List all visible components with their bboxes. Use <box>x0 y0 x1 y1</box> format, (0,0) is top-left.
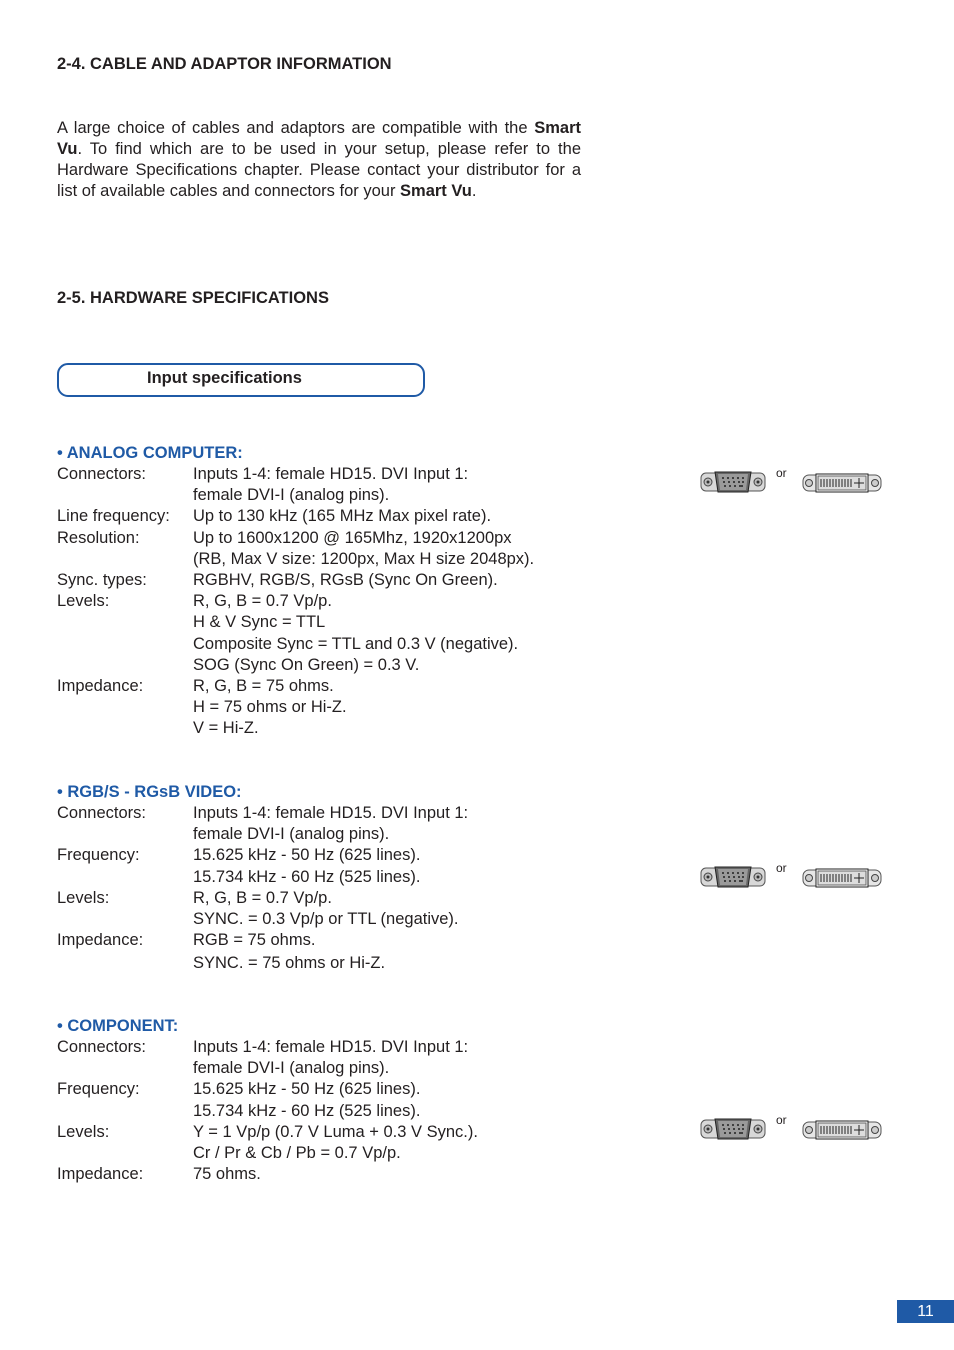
spec-row <box>57 697 617 718</box>
product-name: Smart Vu <box>400 182 472 200</box>
spec-row <box>57 1037 617 1058</box>
spec-row <box>57 528 617 549</box>
spec-value: 75 ohms. <box>193 1165 261 1184</box>
spec-value: Cr / Pr & Cb / Pb = 0.7 Vp/p. <box>193 1143 401 1162</box>
spec-value: RGBHV, RGB/S, RGsB (Sync On Green). <box>193 570 498 589</box>
spec-value: Inputs 1-4: female HD15. DVI Input 1: <box>193 465 469 483</box>
spec-value: RGB = 75 ohms. <box>193 931 316 950</box>
spec-key: Line frequency: <box>57 507 170 526</box>
spec-key: Sync. types: <box>57 570 147 589</box>
section-title-component: • COMPONENT: <box>57 1017 179 1035</box>
section-title-rgbs: • RGB/S - RGsB VIDEO: <box>57 783 242 801</box>
spec-row <box>57 1079 617 1100</box>
spec-value: H = 75 ohms or Hi-Z. <box>193 698 347 717</box>
spec-row <box>57 570 617 591</box>
spec-value: R, G, B = 75 ohms. <box>193 676 334 695</box>
spec-key: Levels: <box>57 888 110 907</box>
spec-key: Impedance: <box>57 1165 144 1184</box>
connector-illustration-analog <box>700 466 884 495</box>
spec-key: Frequency: <box>57 1080 140 1099</box>
spec-value: female DVI-I (analog pins). <box>193 1059 390 1078</box>
section-heading-cable: 2-4. CABLE AND ADAPTOR INFORMATION <box>57 55 392 73</box>
section-title-analog: • ANALOG COMPUTER: <box>57 444 243 462</box>
spec-value: 15.625 kHz - 50 Hz (625 lines). <box>193 1080 421 1099</box>
connector-illustration-component <box>700 1113 884 1142</box>
hd15-connector-icon <box>700 864 766 890</box>
hd15-connector-icon <box>700 469 766 495</box>
product-name: Smart Vu <box>57 119 581 158</box>
spec-value: Y = 1 Vp/p (0.7 V Luma + 0.3 V Sync.). <box>193 1122 478 1141</box>
spec-row <box>57 1101 617 1122</box>
spec-row <box>57 909 617 930</box>
spec-value: R, G, B = 0.7 Vp/p. <box>193 888 332 907</box>
spec-key: Frequency: <box>57 846 140 865</box>
spec-row <box>57 718 617 739</box>
spec-row <box>57 867 617 888</box>
spec-key: Levels: <box>57 1122 110 1141</box>
spec-value: (RB, Max V size: 1200px, Max H size 2048px). <box>193 549 535 568</box>
spec-table-rgbs <box>57 803 617 975</box>
spec-key: Impedance: <box>57 676 144 695</box>
spec-row <box>57 1164 617 1185</box>
dvi-connector-icon <box>802 867 882 889</box>
spec-value: Up to 1600x1200 @ 165Mhz, 1920x1200px <box>193 528 512 547</box>
connector-or-label: or <box>776 861 787 875</box>
connector-or-label: or <box>776 466 787 480</box>
spec-row <box>57 824 617 845</box>
hd15-connector-icon <box>700 1116 766 1142</box>
spec-key: Resolution: <box>57 528 140 547</box>
spec-value: SOG (Sync On Green) = 0.3 V. <box>193 655 420 674</box>
spec-row <box>57 888 617 909</box>
spec-value: female DVI-I (analog pins). <box>193 486 390 505</box>
spec-row <box>57 655 617 676</box>
spec-table-component <box>57 1037 617 1185</box>
spec-row <box>57 845 617 866</box>
spec-value: 15.625 kHz - 50 Hz (625 lines). <box>193 846 421 865</box>
spec-row <box>57 930 617 951</box>
intro-text-2: . To find which are to be used in your setup, please refer to the Hardware Specifications chapter. Please contact your distributor for a list of available cables and connectors for your <box>57 140 581 200</box>
spec-value: SYNC. = 75 ohms or Hi-Z. <box>193 954 386 973</box>
input-specifications-label: Input specifications <box>147 369 302 387</box>
spec-value: Inputs 1-4: female HD15. DVI Input 1: <box>193 1038 469 1056</box>
spec-row <box>57 485 617 506</box>
spec-value: H & V Sync = TTL <box>193 613 326 632</box>
spec-value: Inputs 1-4: female HD15. DVI Input 1: <box>193 804 469 822</box>
spec-row <box>57 549 617 570</box>
spec-key: Levels: <box>57 592 110 611</box>
connector-illustration-rgbs <box>700 861 884 890</box>
spec-value: V = Hi-Z. <box>193 719 259 738</box>
spec-key: Impedance: <box>57 931 144 950</box>
spec-row <box>57 612 617 633</box>
spec-row <box>57 634 617 655</box>
spec-key: Connectors: <box>57 465 146 483</box>
spec-value: 15.734 kHz - 60 Hz (525 lines). <box>193 1101 421 1120</box>
dvi-connector-icon <box>802 1119 882 1141</box>
input-specifications-box <box>57 363 425 397</box>
spec-key: Connectors: <box>57 804 146 822</box>
spec-value: Up to 130 kHz (165 MHz Max pixel rate). <box>193 507 492 526</box>
spec-row <box>57 464 617 485</box>
intro-paragraph <box>57 118 581 202</box>
spec-value: 15.734 kHz - 60 Hz (525 lines). <box>193 867 421 886</box>
spec-table-analog <box>57 464 617 739</box>
spec-row <box>57 953 617 974</box>
spec-row <box>57 803 617 824</box>
spec-row <box>57 506 617 527</box>
spec-value: R, G, B = 0.7 Vp/p. <box>193 592 332 611</box>
spec-row <box>57 1058 617 1079</box>
intro-text-1: A large choice of cables and adaptors are compatible with the <box>57 119 535 137</box>
spec-row <box>57 1122 617 1143</box>
spec-value: Composite Sync = TTL and 0.3 V (negative). <box>193 634 519 653</box>
spec-row <box>57 676 617 697</box>
spec-value: SYNC. = 0.3 Vp/p or TTL (negative). <box>193 909 459 928</box>
page-number: 11 <box>897 1300 954 1323</box>
spec-value: female DVI-I (analog pins). <box>193 825 390 844</box>
connector-or-label: or <box>776 1113 787 1127</box>
spec-row <box>57 591 617 612</box>
spec-row <box>57 1143 617 1164</box>
intro-text-3: . <box>471 182 477 200</box>
dvi-connector-icon <box>802 472 882 494</box>
spec-key: Connectors: <box>57 1038 146 1056</box>
section-heading-hardware: 2-5. HARDWARE SPECIFICATIONS <box>57 289 329 307</box>
